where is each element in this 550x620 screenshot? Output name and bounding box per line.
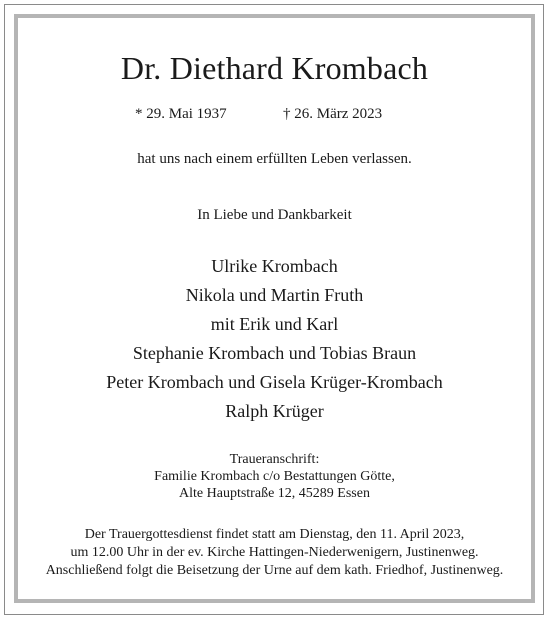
mourner: Nikola und Martin Fruth [185,285,364,305]
service-line: um 12.00 Uhr in der ev. Kirche Hattingen-Niederwenigern, Justinenweg. [70,545,479,560]
address-label: Traueranschrift: [229,452,320,467]
mourning-address [18,451,531,502]
mourner: Ulrike Krombach [211,256,338,276]
funeral-service-info [18,526,531,580]
mourner: Stephanie Krombach und Tobias Braun [132,343,417,363]
service-line: Anschließend folgt die Beisetzung der Urne auf dem kath. Friedhof, Justinenweg. [45,563,504,578]
statement: hat uns nach einem erfüllten Leben verlassen. [137,151,412,167]
life-dates [18,104,531,124]
service-line: Der Trauergottesdienst findet statt am Dienstag, den 11. April 2023, [84,527,465,542]
mourner: Peter Krombach und Gisela Krüger-Krombach [106,372,443,392]
deceased-name: Dr. Diethard Krombach [120,50,429,86]
address-line: Alte Hauptstraße 12, 45289 Essen [179,486,370,501]
obituary-notice [18,18,531,599]
dedication: In Liebe und Dankbarkeit [197,207,352,223]
mourner: Ralph Krüger [225,401,324,421]
death-date: † 26. März 2023 [283,106,383,122]
mourner: mit Erik und Karl [210,314,339,334]
address-line: Familie Krombach c/o Bestattungen Götte, [154,469,395,484]
birth-date: * 29. Mai 1937 [135,106,227,122]
mourners-list [18,252,531,426]
